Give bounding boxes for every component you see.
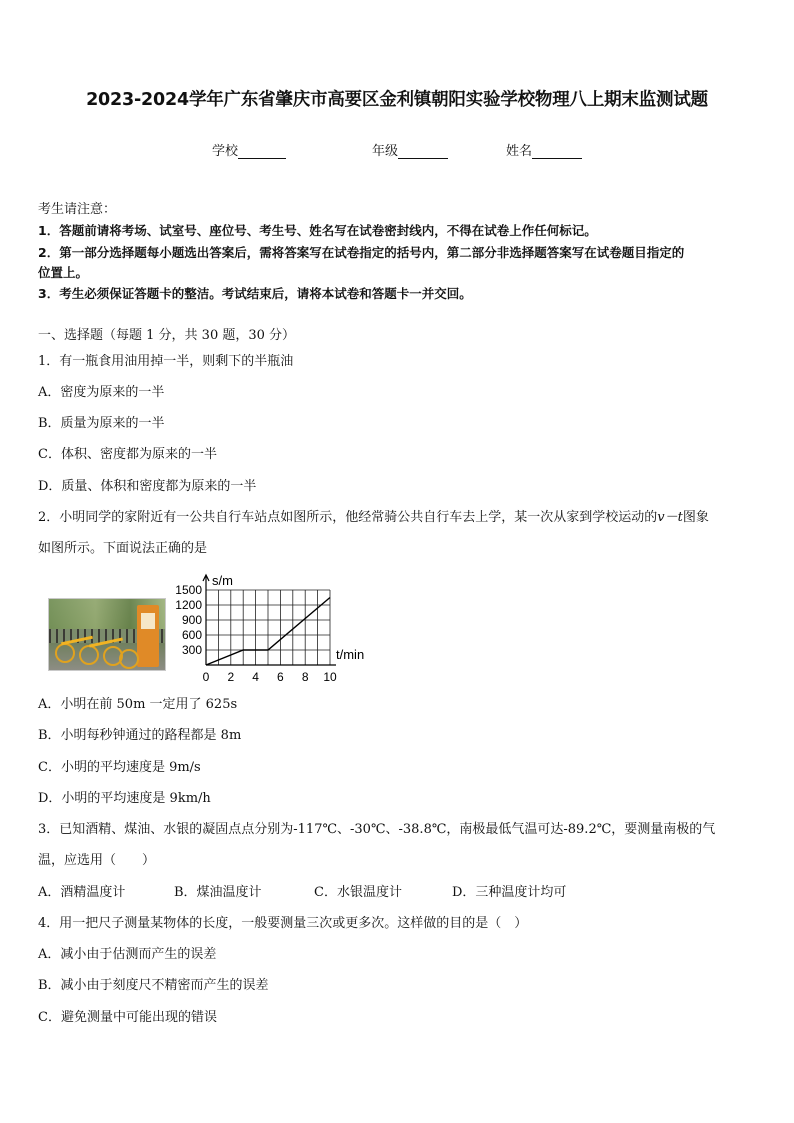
- grade-label: 年级: [372, 144, 399, 159]
- question-3-option-c[interactable]: C．水银温度计: [314, 885, 402, 900]
- x-tick-label: 4: [252, 670, 259, 684]
- question-3-stem-line2: 温，应选用（ ）: [38, 853, 156, 868]
- photo-bike-wheel: [55, 643, 75, 663]
- question-1-option-d[interactable]: D．质量、体积和密度都为原来的一半: [38, 479, 257, 494]
- grade-field[interactable]: [372, 140, 448, 159]
- question-1-option-b[interactable]: B．质量为原来的一半: [38, 416, 165, 431]
- question-2-option-a[interactable]: A．小明在前 50m 一定用了 625s: [38, 697, 238, 712]
- x-axis-label: t/min: [336, 647, 365, 662]
- question-1-stem: 1．有一瓶食用油用掉一半，则剩下的半瓶油: [38, 354, 294, 369]
- photo-kiosk: [137, 605, 159, 667]
- question-4-option-c[interactable]: C．避免测量中可能出现的错误: [38, 1010, 217, 1025]
- question-2-option-b[interactable]: B．小明每秒钟通过的路程都是 8m: [38, 728, 242, 743]
- notice-heading: 考生请注意：: [38, 202, 117, 217]
- x-tick-label: 2: [227, 670, 235, 684]
- question-2-option-d[interactable]: D．小明的平均速度是 9km/h: [38, 791, 211, 806]
- question-1-option-a[interactable]: A．密度为原来的一半: [38, 385, 165, 400]
- y-tick-label: 900: [181, 613, 202, 627]
- y-tick-label: 1500: [175, 583, 202, 597]
- question-4-option-b[interactable]: B．减小由于刻度尺不精密而产生的误差: [38, 978, 269, 993]
- name-label: 姓名: [506, 144, 533, 159]
- question-1-option-c[interactable]: C．体积、密度都为原来的一半: [38, 447, 217, 462]
- question-2-stem-text: 2．小明同学的家附近有一公共自行车站点如图所示，他经常骑公共自行车去上学，某一次从家到学校运动的: [38, 510, 658, 525]
- y-tick-label: 1200: [175, 598, 202, 612]
- x-tick-label: 6: [277, 670, 284, 684]
- page-title: 2023-2024学年广东省肇庆市高要区金利镇朝阳实验学校物理八上期末监测试题: [86, 90, 708, 110]
- notice-item: 3．考生必须保证答题卡的整洁。考试结束后，请将本试卷和答题卡一并交回。: [38, 286, 472, 301]
- question-2-stem-line2: 如图所示。下面说法正确的是: [38, 541, 208, 556]
- school-field[interactable]: [212, 140, 286, 159]
- question-3-stem: 3．已知酒精、煤油、水银的凝固点点分别为-117℃、-30℃、-38.8℃，南极最低气温可达-89.2℃，要测量南极的气: [38, 822, 716, 837]
- school-label: 学校: [212, 144, 239, 159]
- notice-item: 1．答题前请将考场、试室号、座位号、考生号、姓名写在试卷密封线内，不得在试卷上作任何标记。: [38, 223, 597, 238]
- name-field[interactable]: [506, 140, 582, 159]
- y-tick-label: 300: [181, 643, 202, 657]
- question-3-option-b[interactable]: B．煤油温度计: [174, 885, 262, 900]
- grade-blank[interactable]: [398, 144, 448, 159]
- question-4-stem: 4．用一把尺子测量某物体的长度，一般要测量三次或更多次。这样做的目的是（ ）: [38, 916, 528, 931]
- distance-time-chart: [166, 573, 365, 686]
- x-tick-label: 10: [323, 670, 337, 684]
- y-tick-label: 600: [181, 628, 202, 642]
- question-3-option-d[interactable]: D．三种温度计均可: [452, 885, 567, 900]
- school-blank[interactable]: [238, 144, 286, 159]
- name-blank[interactable]: [532, 144, 582, 159]
- question-2-stem-tail: 图象: [682, 510, 709, 525]
- x-tick-label: 8: [301, 670, 309, 684]
- photo-bike-wheel: [119, 649, 139, 669]
- bike-station-photo: [48, 598, 166, 671]
- y-axis-label: s/m: [212, 573, 233, 588]
- question-2-option-c[interactable]: C．小明的平均速度是 9m/s: [38, 760, 201, 775]
- question-2-variable: v－t: [657, 510, 683, 525]
- question-4-option-a[interactable]: A．减小由于估测而产生的误差: [38, 947, 217, 962]
- notice-item: 2．第一部分选择题每小题选出答案后，需将答案写在试卷指定的括号内，第二部分非选择题答案写在试卷题目指定的: [38, 245, 685, 260]
- question-3-option-a[interactable]: A．酒精温度计: [38, 885, 126, 900]
- student-info-row: [0, 140, 794, 160]
- section-heading: 一、选择题（每题 1 分，共 30 题，30 分）: [38, 328, 296, 343]
- question-2-stem: [38, 509, 709, 527]
- photo-bike-wheel: [79, 645, 99, 665]
- x-tick-label: 0: [202, 670, 210, 684]
- notice-item: 位置上。: [38, 265, 89, 280]
